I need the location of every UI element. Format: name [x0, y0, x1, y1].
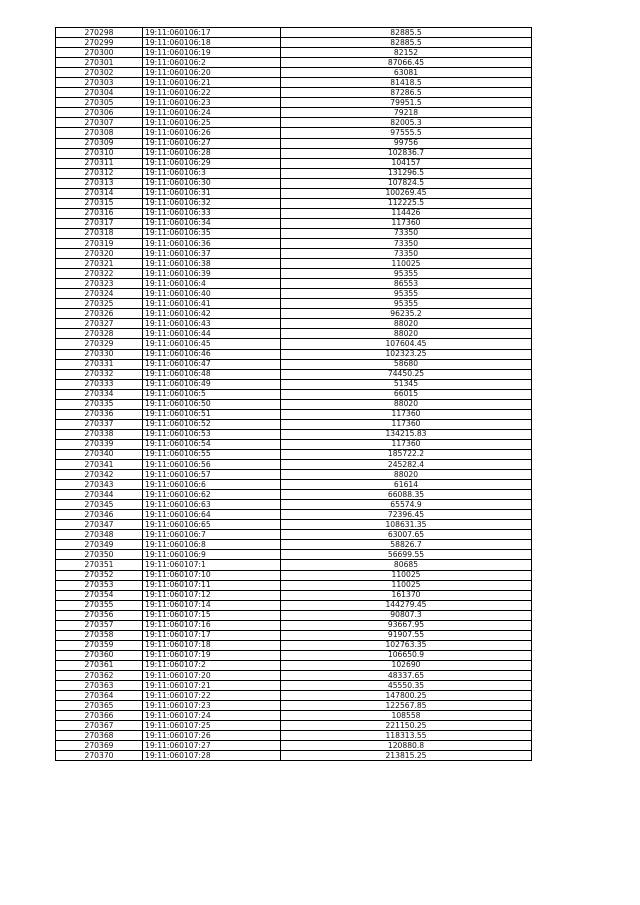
table-row	[56, 178, 532, 188]
cadastral-number-cell: 19:11:060106:46	[143, 349, 281, 359]
value-cell: 51345	[281, 379, 532, 389]
cadastral-number-cell: 19:11:060106:56	[143, 460, 281, 470]
value-cell: 81418.5	[281, 78, 532, 88]
row-number-cell: 270309	[56, 138, 143, 148]
table-row	[56, 389, 532, 399]
row-number-cell: 270345	[56, 500, 143, 510]
table-row	[56, 590, 532, 600]
table-row	[56, 218, 532, 228]
row-number-cell: 270340	[56, 449, 143, 459]
value-cell: 73350	[281, 249, 532, 259]
cadastral-number-cell: 19:11:060106:28	[143, 148, 281, 158]
row-number-cell: 270312	[56, 168, 143, 178]
table-row	[56, 309, 532, 319]
row-number-cell: 270366	[56, 711, 143, 721]
row-number-cell: 270336	[56, 409, 143, 419]
value-cell: 61614	[281, 480, 532, 490]
value-cell: 213815.25	[281, 751, 532, 761]
cadastral-number-cell: 19:11:060106:42	[143, 309, 281, 319]
row-number-cell: 270356	[56, 610, 143, 620]
cadastral-number-cell: 19:11:060107:20	[143, 671, 281, 681]
cadastral-number-cell: 19:11:060106:27	[143, 138, 281, 148]
table-row	[56, 148, 532, 158]
value-cell: 108558	[281, 711, 532, 721]
value-cell: 102763.35	[281, 640, 532, 650]
table-row	[56, 530, 532, 540]
cadastral-number-cell: 19:11:060107:12	[143, 590, 281, 600]
value-cell: 90807.3	[281, 610, 532, 620]
row-number-cell: 270300	[56, 48, 143, 58]
value-cell: 82005.3	[281, 118, 532, 128]
table-row	[56, 208, 532, 218]
cadastral-number-cell: 19:11:060106:29	[143, 158, 281, 168]
table-row	[56, 741, 532, 751]
cadastral-number-cell: 19:11:060106:3	[143, 168, 281, 178]
table-row	[56, 138, 532, 148]
cadastral-number-cell: 19:11:060107:27	[143, 741, 281, 751]
cadastral-number-cell: 19:11:060106:54	[143, 439, 281, 449]
value-cell: 117360	[281, 218, 532, 228]
row-number-cell: 270337	[56, 419, 143, 429]
table-row	[56, 681, 532, 691]
cadastral-number-cell: 19:11:060106:24	[143, 108, 281, 118]
value-cell: 120880.8	[281, 741, 532, 751]
row-number-cell: 270339	[56, 439, 143, 449]
value-cell: 221150.25	[281, 721, 532, 731]
row-number-cell: 270330	[56, 349, 143, 359]
cadastral-number-cell: 19:11:060106:50	[143, 399, 281, 409]
value-cell: 99756	[281, 138, 532, 148]
row-number-cell: 270358	[56, 630, 143, 640]
value-cell: 102323.25	[281, 349, 532, 359]
cadastral-number-cell: 19:11:060106:65	[143, 520, 281, 530]
row-number-cell: 270342	[56, 470, 143, 480]
table-row	[56, 650, 532, 660]
cadastral-number-cell: 19:11:060106:6	[143, 480, 281, 490]
row-number-cell: 270327	[56, 319, 143, 329]
value-cell: 88020	[281, 399, 532, 409]
value-cell: 96235.2	[281, 309, 532, 319]
table-row	[56, 550, 532, 560]
cadastral-number-cell: 19:11:060106:63	[143, 500, 281, 510]
row-number-cell: 270335	[56, 399, 143, 409]
row-number-cell: 270303	[56, 78, 143, 88]
row-number-cell: 270314	[56, 188, 143, 198]
value-cell: 110025	[281, 570, 532, 580]
table-row	[56, 460, 532, 470]
row-number-cell: 270321	[56, 259, 143, 269]
table-row	[56, 500, 532, 510]
cadastral-number-cell: 19:11:060106:18	[143, 38, 281, 48]
row-number-cell: 270370	[56, 751, 143, 761]
row-number-cell: 270304	[56, 88, 143, 98]
cadastral-number-cell: 19:11:060106:30	[143, 178, 281, 188]
value-cell: 117360	[281, 439, 532, 449]
table-row	[56, 570, 532, 580]
value-cell: 100269.45	[281, 188, 532, 198]
table-row	[56, 228, 532, 238]
value-cell: 82885.5	[281, 28, 532, 38]
value-cell: 66088.35	[281, 490, 532, 500]
cadastral-number-cell: 19:11:060106:39	[143, 269, 281, 279]
row-number-cell: 270331	[56, 359, 143, 369]
value-cell: 108631.35	[281, 520, 532, 530]
cadastral-number-cell: 19:11:060107:1	[143, 560, 281, 570]
value-cell: 122567.85	[281, 701, 532, 711]
row-number-cell: 270351	[56, 560, 143, 570]
table-row	[56, 319, 532, 329]
row-number-cell: 270362	[56, 671, 143, 681]
value-cell: 134215.83	[281, 429, 532, 439]
table-row	[56, 399, 532, 409]
table-row	[56, 359, 532, 369]
cadastral-number-cell: 19:11:060106:5	[143, 389, 281, 399]
value-cell: 114426	[281, 208, 532, 218]
cadastral-number-cell: 19:11:060106:35	[143, 228, 281, 238]
cadastral-number-cell: 19:11:060107:11	[143, 580, 281, 590]
value-cell: 72396.45	[281, 510, 532, 520]
table-row	[56, 98, 532, 108]
value-cell: 161370	[281, 590, 532, 600]
value-cell: 104157	[281, 158, 532, 168]
value-cell: 79218	[281, 108, 532, 118]
value-cell: 88020	[281, 470, 532, 480]
row-number-cell: 270326	[56, 309, 143, 319]
cadastral-number-cell: 19:11:060106:52	[143, 419, 281, 429]
value-cell: 95355	[281, 269, 532, 279]
row-number-cell: 270318	[56, 228, 143, 238]
row-number-cell: 270343	[56, 480, 143, 490]
cadastral-number-cell: 19:11:060106:4	[143, 279, 281, 289]
cadastral-number-cell: 19:11:060106:53	[143, 429, 281, 439]
row-number-cell: 270360	[56, 650, 143, 660]
table-row	[56, 409, 532, 419]
cadastral-number-cell: 19:11:060106:36	[143, 238, 281, 248]
value-cell: 93667.95	[281, 620, 532, 630]
row-number-cell: 270306	[56, 108, 143, 118]
cadastral-number-cell: 19:11:060106:62	[143, 490, 281, 500]
value-cell: 118313.55	[281, 731, 532, 741]
cadastral-number-cell: 19:11:060106:37	[143, 249, 281, 259]
cadastral-number-cell: 19:11:060106:23	[143, 98, 281, 108]
table-row	[56, 580, 532, 590]
cadastral-number-cell: 19:11:060106:19	[143, 48, 281, 58]
table-row	[56, 88, 532, 98]
row-number-cell: 270315	[56, 198, 143, 208]
row-number-cell: 270313	[56, 178, 143, 188]
table-row	[56, 269, 532, 279]
cadastral-number-cell: 19:11:060106:8	[143, 540, 281, 550]
cadastral-number-cell: 19:11:060107:28	[143, 751, 281, 761]
value-cell: 73350	[281, 228, 532, 238]
table-body	[56, 28, 532, 761]
cadastral-number-cell: 19:11:060107:10	[143, 570, 281, 580]
cadastral-number-cell: 19:11:060106:51	[143, 409, 281, 419]
table-row	[56, 701, 532, 711]
value-cell: 95355	[281, 289, 532, 299]
table-row	[56, 188, 532, 198]
table-row	[56, 449, 532, 459]
cadastral-number-cell: 19:11:060106:45	[143, 339, 281, 349]
cadastral-number-cell: 19:11:060106:57	[143, 470, 281, 480]
value-cell: 82885.5	[281, 38, 532, 48]
value-cell: 117360	[281, 419, 532, 429]
table-row	[56, 721, 532, 731]
row-number-cell: 270305	[56, 98, 143, 108]
row-number-cell: 270329	[56, 339, 143, 349]
cadastral-number-cell: 19:11:060107:18	[143, 640, 281, 650]
value-cell: 107604.45	[281, 339, 532, 349]
cadastral-number-cell: 19:11:060106:25	[143, 118, 281, 128]
table-row	[56, 540, 532, 550]
cadastral-number-cell: 19:11:060107:19	[143, 650, 281, 660]
row-number-cell: 270298	[56, 28, 143, 38]
table-row	[56, 249, 532, 259]
table-row	[56, 470, 532, 480]
table-row	[56, 439, 532, 449]
table-row	[56, 369, 532, 379]
cadastral-number-cell: 19:11:060107:22	[143, 691, 281, 701]
row-number-cell: 270341	[56, 460, 143, 470]
row-number-cell: 270328	[56, 329, 143, 339]
value-cell: 91907.55	[281, 630, 532, 640]
value-cell: 88020	[281, 319, 532, 329]
value-cell: 66015	[281, 389, 532, 399]
row-number-cell: 270350	[56, 550, 143, 560]
table-row	[56, 349, 532, 359]
row-number-cell: 270319	[56, 238, 143, 248]
cadastral-number-cell: 19:11:060106:47	[143, 359, 281, 369]
value-cell: 144279.45	[281, 600, 532, 610]
row-number-cell: 270311	[56, 158, 143, 168]
cadastral-number-cell: 19:11:060107:26	[143, 731, 281, 741]
table-row	[56, 158, 532, 168]
row-number-cell: 270357	[56, 620, 143, 630]
value-cell: 112225.5	[281, 198, 532, 208]
table-row	[56, 751, 532, 761]
table-row	[56, 198, 532, 208]
table-row	[56, 329, 532, 339]
row-number-cell: 270346	[56, 510, 143, 520]
cadastral-number-cell: 19:11:060106:48	[143, 369, 281, 379]
row-number-cell: 270322	[56, 269, 143, 279]
row-number-cell: 270364	[56, 691, 143, 701]
table-row	[56, 38, 532, 48]
row-number-cell: 270316	[56, 208, 143, 218]
value-cell: 86553	[281, 279, 532, 289]
table-row	[56, 711, 532, 721]
value-cell: 110025	[281, 580, 532, 590]
value-cell: 106650.9	[281, 650, 532, 660]
table-row	[56, 419, 532, 429]
value-cell: 245282.4	[281, 460, 532, 470]
table-row	[56, 520, 532, 530]
table-row	[56, 68, 532, 78]
row-number-cell: 270353	[56, 580, 143, 590]
cadastral-number-cell: 19:11:060107:17	[143, 630, 281, 640]
row-number-cell: 270310	[56, 148, 143, 158]
cadastral-number-cell: 19:11:060106:44	[143, 329, 281, 339]
value-cell: 97555.5	[281, 128, 532, 138]
cadastral-number-cell: 19:11:060106:9	[143, 550, 281, 560]
row-number-cell: 270320	[56, 249, 143, 259]
table-row	[56, 640, 532, 650]
cadastral-number-cell: 19:11:060106:32	[143, 198, 281, 208]
row-number-cell: 270338	[56, 429, 143, 439]
row-number-cell: 270323	[56, 279, 143, 289]
table-row	[56, 279, 532, 289]
row-number-cell: 270334	[56, 389, 143, 399]
row-number-cell: 270299	[56, 38, 143, 48]
table-row	[56, 48, 532, 58]
row-number-cell: 270349	[56, 540, 143, 550]
table-row	[56, 58, 532, 68]
value-cell: 56699.55	[281, 550, 532, 560]
value-cell: 147800.25	[281, 691, 532, 701]
cadastral-number-cell: 19:11:060106:33	[143, 208, 281, 218]
cadastral-number-cell: 19:11:060106:21	[143, 78, 281, 88]
cadastral-value-table	[55, 27, 532, 761]
value-cell: 82152	[281, 48, 532, 58]
row-number-cell: 270355	[56, 600, 143, 610]
value-cell: 63081	[281, 68, 532, 78]
table-row	[56, 259, 532, 269]
cadastral-number-cell: 19:11:060107:25	[143, 721, 281, 731]
cadastral-number-cell: 19:11:060106:49	[143, 379, 281, 389]
table-row	[56, 600, 532, 610]
value-cell: 45550.35	[281, 681, 532, 691]
value-cell: 110025	[281, 259, 532, 269]
table-row	[56, 168, 532, 178]
row-number-cell: 270369	[56, 741, 143, 751]
value-cell: 185722.2	[281, 449, 532, 459]
cadastral-number-cell: 19:11:060106:43	[143, 319, 281, 329]
value-cell: 80685	[281, 560, 532, 570]
table-row	[56, 339, 532, 349]
cadastral-number-cell: 19:11:060106:20	[143, 68, 281, 78]
cadastral-number-cell: 19:11:060106:31	[143, 188, 281, 198]
table-row	[56, 118, 532, 128]
table-row	[56, 28, 532, 38]
row-number-cell: 270324	[56, 289, 143, 299]
cadastral-number-cell: 19:11:060106:34	[143, 218, 281, 228]
row-number-cell: 270325	[56, 299, 143, 309]
cadastral-number-cell: 19:11:060107:21	[143, 681, 281, 691]
table-row	[56, 691, 532, 701]
value-cell: 87066.45	[281, 58, 532, 68]
table-row	[56, 299, 532, 309]
value-cell: 65574.9	[281, 500, 532, 510]
row-number-cell: 270333	[56, 379, 143, 389]
value-cell: 58826.7	[281, 540, 532, 550]
table-row	[56, 128, 532, 138]
table-row	[56, 610, 532, 620]
value-cell: 63007.65	[281, 530, 532, 540]
row-number-cell: 270344	[56, 490, 143, 500]
value-cell: 95355	[281, 299, 532, 309]
value-cell: 58680	[281, 359, 532, 369]
value-cell: 79951.5	[281, 98, 532, 108]
row-number-cell: 270301	[56, 58, 143, 68]
row-number-cell: 270363	[56, 681, 143, 691]
value-cell: 102836.7	[281, 148, 532, 158]
cadastral-number-cell: 19:11:060106:2	[143, 58, 281, 68]
cadastral-number-cell: 19:11:060106:22	[143, 88, 281, 98]
value-cell: 107824.5	[281, 178, 532, 188]
row-number-cell: 270361	[56, 660, 143, 670]
table-row	[56, 238, 532, 248]
table-row	[56, 78, 532, 88]
cadastral-number-cell: 19:11:060107:14	[143, 600, 281, 610]
row-number-cell: 270348	[56, 530, 143, 540]
row-number-cell: 270308	[56, 128, 143, 138]
row-number-cell: 270317	[56, 218, 143, 228]
table-row	[56, 480, 532, 490]
row-number-cell: 270359	[56, 640, 143, 650]
value-cell: 131296.5	[281, 168, 532, 178]
table-row	[56, 108, 532, 118]
cadastral-number-cell: 19:11:060107:16	[143, 620, 281, 630]
row-number-cell: 270307	[56, 118, 143, 128]
table-row	[56, 671, 532, 681]
row-number-cell: 270332	[56, 369, 143, 379]
cadastral-number-cell: 19:11:060107:23	[143, 701, 281, 711]
table-row	[56, 660, 532, 670]
cadastral-number-cell: 19:11:060107:15	[143, 610, 281, 620]
table-row	[56, 429, 532, 439]
table-row	[56, 630, 532, 640]
cadastral-number-cell: 19:11:060106:41	[143, 299, 281, 309]
table-row	[56, 379, 532, 389]
value-cell: 48337.65	[281, 671, 532, 681]
cadastral-number-cell: 19:11:060107:2	[143, 660, 281, 670]
cadastral-number-cell: 19:11:060106:26	[143, 128, 281, 138]
value-cell: 87286.5	[281, 88, 532, 98]
value-cell: 102690	[281, 660, 532, 670]
cadastral-number-cell: 19:11:060106:38	[143, 259, 281, 269]
cadastral-number-cell: 19:11:060106:7	[143, 530, 281, 540]
row-number-cell: 270365	[56, 701, 143, 711]
value-cell: 74450.25	[281, 369, 532, 379]
value-cell: 88020	[281, 329, 532, 339]
row-number-cell: 270368	[56, 731, 143, 741]
table-row	[56, 289, 532, 299]
table-row	[56, 620, 532, 630]
row-number-cell: 270352	[56, 570, 143, 580]
row-number-cell: 270347	[56, 520, 143, 530]
cadastral-number-cell: 19:11:060106:40	[143, 289, 281, 299]
value-cell: 73350	[281, 238, 532, 248]
row-number-cell: 270302	[56, 68, 143, 78]
cadastral-number-cell: 19:11:060106:64	[143, 510, 281, 520]
cadastral-number-cell: 19:11:060106:17	[143, 28, 281, 38]
table-row	[56, 560, 532, 570]
table-row	[56, 490, 532, 500]
table-row	[56, 510, 532, 520]
row-number-cell: 270367	[56, 721, 143, 731]
cadastral-number-cell: 19:11:060106:55	[143, 449, 281, 459]
row-number-cell: 270354	[56, 590, 143, 600]
value-cell: 117360	[281, 409, 532, 419]
cadastral-number-cell: 19:11:060107:24	[143, 711, 281, 721]
table-row	[56, 731, 532, 741]
